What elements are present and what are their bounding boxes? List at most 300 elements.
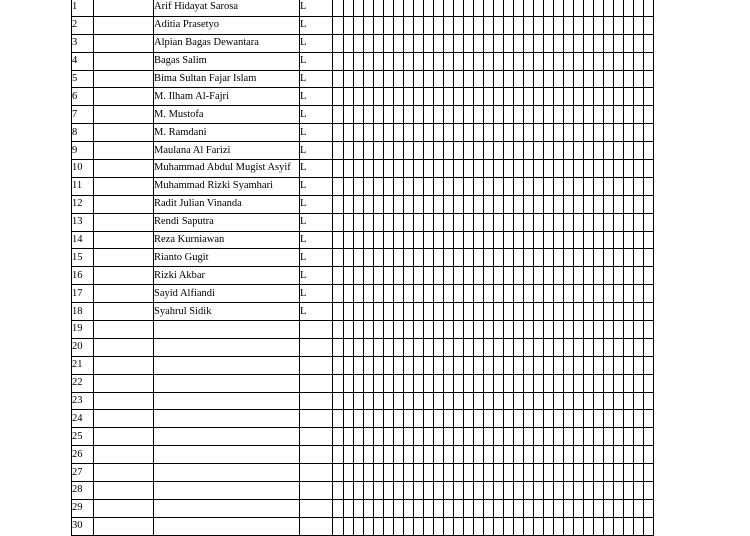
attendance-mark-cell — [344, 482, 354, 500]
attendance-mark-cell — [584, 52, 594, 70]
attendance-mark-cell — [604, 321, 614, 339]
attendance-mark-cell — [534, 482, 544, 500]
attendance-mark-cell — [504, 0, 514, 16]
attendance-mark-cell — [524, 464, 534, 482]
attendance-mark-cell — [344, 88, 354, 106]
attendance-mark-cell — [604, 124, 614, 142]
attendance-mark-cell — [524, 303, 534, 321]
attendance-mark-cell — [494, 160, 504, 178]
attendance-mark-cell — [374, 249, 384, 267]
attendance-mark-cell — [444, 160, 454, 178]
attendance-mark-cell — [494, 338, 504, 356]
attendance-mark-cell — [364, 231, 374, 249]
student-id-cell — [94, 231, 154, 249]
row-number-cell: 25 — [72, 428, 94, 446]
attendance-mark-cell — [634, 231, 644, 249]
attendance-mark-cell — [424, 213, 434, 231]
attendance-mark-cell — [384, 88, 394, 106]
attendance-mark-cell — [634, 195, 644, 213]
attendance-mark-cell — [384, 410, 394, 428]
attendance-mark-cell — [364, 88, 374, 106]
attendance-mark-cell — [544, 231, 554, 249]
attendance-mark-cell — [504, 321, 514, 339]
attendance-mark-cell — [424, 195, 434, 213]
attendance-mark-cell — [474, 70, 484, 88]
attendance-mark-cell — [384, 213, 394, 231]
student-name-cell — [154, 499, 300, 517]
attendance-mark-cell — [534, 338, 544, 356]
attendance-mark-cell — [584, 70, 594, 88]
attendance-mark-cell — [554, 106, 564, 124]
attendance-mark-cell — [434, 482, 444, 500]
attendance-mark-cell — [414, 446, 424, 464]
attendance-mark-cell — [494, 142, 504, 160]
attendance-mark-cell — [574, 482, 584, 500]
attendance-mark-cell — [554, 177, 564, 195]
attendance-mark-cell — [634, 482, 644, 500]
attendance-mark-cell — [364, 392, 374, 410]
attendance-mark-cell — [424, 517, 434, 535]
attendance-mark-cell — [434, 446, 444, 464]
student-id-cell — [94, 446, 154, 464]
attendance-mark-cell — [464, 0, 474, 16]
attendance-mark-cell — [574, 160, 584, 178]
attendance-mark-cell — [544, 267, 554, 285]
attendance-mark-cell — [364, 16, 374, 34]
student-name-cell: Bima Sultan Fajar Islam — [154, 70, 300, 88]
attendance-mark-cell — [424, 142, 434, 160]
attendance-mark-cell — [534, 303, 544, 321]
attendance-mark-cell — [514, 517, 524, 535]
attendance-mark-cell — [614, 52, 624, 70]
row-number-cell: 11 — [72, 177, 94, 195]
attendance-mark-cell — [424, 464, 434, 482]
attendance-mark-cell — [594, 16, 604, 34]
attendance-mark-cell — [434, 231, 444, 249]
attendance-mark-cell — [504, 410, 514, 428]
attendance-mark-cell — [524, 124, 534, 142]
attendance-mark-cell — [624, 303, 634, 321]
attendance-mark-cell — [544, 160, 554, 178]
attendance-mark-cell — [544, 285, 554, 303]
attendance-mark-cell — [354, 213, 364, 231]
attendance-mark-cell — [614, 464, 624, 482]
row-number-cell: 21 — [72, 356, 94, 374]
attendance-mark-cell — [624, 249, 634, 267]
attendance-mark-cell — [374, 177, 384, 195]
attendance-mark-cell — [414, 16, 424, 34]
attendance-mark-cell — [364, 428, 374, 446]
attendance-mark-cell — [564, 34, 574, 52]
attendance-mark-cell — [534, 52, 544, 70]
attendance-mark-cell — [394, 88, 404, 106]
attendance-mark-cell — [644, 106, 654, 124]
attendance-mark-cell — [333, 517, 344, 535]
attendance-mark-cell — [464, 34, 474, 52]
attendance-mark-cell — [424, 52, 434, 70]
attendance-mark-cell — [624, 517, 634, 535]
attendance-mark-cell — [404, 142, 414, 160]
attendance-mark-cell — [554, 231, 564, 249]
attendance-mark-cell — [644, 124, 654, 142]
attendance-mark-cell — [454, 517, 464, 535]
attendance-mark-cell — [484, 231, 494, 249]
attendance-mark-cell — [604, 0, 614, 16]
attendance-mark-cell — [554, 410, 564, 428]
attendance-mark-cell — [394, 517, 404, 535]
attendance-mark-cell — [584, 410, 594, 428]
attendance-mark-cell — [344, 142, 354, 160]
attendance-mark-cell — [614, 446, 624, 464]
attendance-mark-cell — [354, 303, 364, 321]
attendance-mark-cell — [584, 267, 594, 285]
attendance-mark-cell — [414, 392, 424, 410]
attendance-mark-cell — [594, 517, 604, 535]
attendance-mark-cell — [544, 88, 554, 106]
attendance-mark-cell — [524, 231, 534, 249]
attendance-mark-cell — [604, 34, 614, 52]
table-row — [72, 124, 654, 142]
attendance-mark-cell — [634, 0, 644, 16]
attendance-mark-cell — [594, 338, 604, 356]
attendance-mark-cell — [564, 124, 574, 142]
attendance-mark-cell — [374, 482, 384, 500]
attendance-mark-cell — [624, 195, 634, 213]
attendance-mark-cell — [644, 231, 654, 249]
attendance-mark-cell — [544, 124, 554, 142]
attendance-mark-cell — [634, 267, 644, 285]
attendance-mark-cell — [634, 142, 644, 160]
attendance-mark-cell — [354, 428, 364, 446]
attendance-mark-cell — [554, 482, 564, 500]
attendance-roster-table — [71, 0, 654, 536]
attendance-mark-cell — [474, 195, 484, 213]
attendance-mark-cell — [404, 267, 414, 285]
attendance-mark-cell — [514, 338, 524, 356]
attendance-mark-cell — [364, 52, 374, 70]
attendance-mark-cell — [544, 517, 554, 535]
attendance-mark-cell — [494, 410, 504, 428]
attendance-mark-cell — [524, 16, 534, 34]
attendance-mark-cell — [474, 303, 484, 321]
attendance-mark-cell — [404, 356, 414, 374]
attendance-mark-cell — [454, 70, 464, 88]
student-id-cell — [94, 106, 154, 124]
attendance-mark-cell — [344, 177, 354, 195]
row-number-cell: 28 — [72, 482, 94, 500]
attendance-mark-cell — [554, 285, 564, 303]
attendance-mark-cell — [464, 285, 474, 303]
attendance-mark-cell — [464, 106, 474, 124]
attendance-mark-cell — [504, 213, 514, 231]
attendance-mark-cell — [394, 213, 404, 231]
attendance-mark-cell — [414, 0, 424, 16]
attendance-mark-cell — [634, 34, 644, 52]
attendance-mark-cell — [544, 70, 554, 88]
attendance-mark-cell — [574, 142, 584, 160]
attendance-mark-cell — [634, 321, 644, 339]
attendance-mark-cell — [474, 16, 484, 34]
attendance-mark-cell — [424, 124, 434, 142]
attendance-mark-cell — [454, 374, 464, 392]
attendance-mark-cell — [333, 267, 344, 285]
attendance-mark-cell — [464, 517, 474, 535]
attendance-mark-cell — [454, 321, 464, 339]
attendance-mark-cell — [344, 195, 354, 213]
attendance-mark-cell — [434, 517, 444, 535]
gender-cell — [300, 374, 333, 392]
attendance-mark-cell — [344, 410, 354, 428]
attendance-mark-cell — [634, 70, 644, 88]
attendance-mark-cell — [454, 142, 464, 160]
row-number-cell: 29 — [72, 499, 94, 517]
attendance-mark-cell — [544, 34, 554, 52]
attendance-mark-cell — [634, 213, 644, 231]
attendance-mark-cell — [524, 338, 534, 356]
attendance-mark-cell — [644, 464, 654, 482]
attendance-mark-cell — [624, 142, 634, 160]
attendance-mark-cell — [454, 231, 464, 249]
attendance-mark-cell — [564, 464, 574, 482]
gender-cell — [300, 464, 333, 482]
attendance-mark-cell — [644, 285, 654, 303]
attendance-mark-cell — [394, 52, 404, 70]
attendance-mark-cell — [614, 124, 624, 142]
attendance-mark-cell — [354, 410, 364, 428]
attendance-mark-cell — [444, 428, 454, 446]
gender-cell: L — [300, 142, 333, 160]
attendance-mark-cell — [574, 177, 584, 195]
gender-cell: L — [300, 124, 333, 142]
attendance-mark-cell — [364, 0, 374, 16]
attendance-mark-cell — [614, 177, 624, 195]
attendance-mark-cell — [474, 482, 484, 500]
student-name-cell — [154, 338, 300, 356]
attendance-mark-cell — [594, 52, 604, 70]
attendance-mark-cell — [534, 446, 544, 464]
attendance-mark-cell — [444, 16, 454, 34]
attendance-mark-cell — [354, 482, 364, 500]
attendance-mark-cell — [374, 34, 384, 52]
attendance-mark-cell — [394, 34, 404, 52]
attendance-mark-cell — [354, 499, 364, 517]
attendance-mark-cell — [564, 517, 574, 535]
attendance-mark-cell — [474, 267, 484, 285]
attendance-mark-cell — [564, 410, 574, 428]
attendance-mark-cell — [624, 392, 634, 410]
attendance-mark-cell — [474, 124, 484, 142]
attendance-mark-cell — [444, 464, 454, 482]
attendance-mark-cell — [614, 213, 624, 231]
row-number-cell: 30 — [72, 517, 94, 535]
row-number-cell: 22 — [72, 374, 94, 392]
student-id-cell — [94, 464, 154, 482]
student-id-cell — [94, 177, 154, 195]
attendance-mark-cell — [454, 0, 464, 16]
attendance-mark-cell — [414, 428, 424, 446]
attendance-mark-cell — [374, 464, 384, 482]
attendance-mark-cell — [333, 213, 344, 231]
gender-cell: L — [300, 231, 333, 249]
attendance-mark-cell — [454, 285, 464, 303]
attendance-mark-cell — [594, 482, 604, 500]
student-name-cell — [154, 482, 300, 500]
attendance-mark-cell — [364, 213, 374, 231]
gender-cell — [300, 321, 333, 339]
attendance-mark-cell — [634, 499, 644, 517]
attendance-mark-cell — [354, 464, 364, 482]
attendance-mark-cell — [534, 124, 544, 142]
attendance-mark-cell — [464, 213, 474, 231]
attendance-mark-cell — [614, 285, 624, 303]
attendance-mark-cell — [374, 124, 384, 142]
gender-cell — [300, 338, 333, 356]
attendance-mark-cell — [444, 321, 454, 339]
attendance-mark-cell — [444, 392, 454, 410]
table-row — [72, 499, 654, 517]
attendance-mark-cell — [374, 16, 384, 34]
attendance-mark-cell — [464, 142, 474, 160]
attendance-mark-cell — [464, 321, 474, 339]
attendance-mark-cell — [634, 177, 644, 195]
attendance-mark-cell — [584, 88, 594, 106]
attendance-mark-cell — [594, 249, 604, 267]
student-name-cell: Radit Julian Vinanda — [154, 195, 300, 213]
gender-cell — [300, 356, 333, 374]
attendance-mark-cell — [584, 321, 594, 339]
table-row — [72, 106, 654, 124]
attendance-mark-cell — [534, 231, 544, 249]
student-name-cell — [154, 410, 300, 428]
attendance-mark-cell — [634, 303, 644, 321]
attendance-mark-cell — [394, 70, 404, 88]
attendance-mark-cell — [524, 70, 534, 88]
table-row — [72, 34, 654, 52]
attendance-mark-cell — [404, 52, 414, 70]
attendance-mark-cell — [494, 177, 504, 195]
attendance-mark-cell — [494, 428, 504, 446]
attendance-mark-cell — [444, 446, 454, 464]
attendance-mark-cell — [464, 482, 474, 500]
attendance-mark-cell — [584, 374, 594, 392]
attendance-mark-cell — [494, 231, 504, 249]
attendance-mark-cell — [594, 428, 604, 446]
attendance-mark-cell — [534, 142, 544, 160]
attendance-mark-cell — [474, 231, 484, 249]
attendance-mark-cell — [414, 213, 424, 231]
attendance-mark-cell — [434, 321, 444, 339]
attendance-mark-cell — [474, 410, 484, 428]
attendance-mark-cell — [504, 34, 514, 52]
attendance-mark-cell — [524, 499, 534, 517]
attendance-mark-cell — [594, 499, 604, 517]
attendance-mark-cell — [434, 34, 444, 52]
attendance-mark-cell — [414, 517, 424, 535]
attendance-mark-cell — [424, 0, 434, 16]
attendance-mark-cell — [374, 410, 384, 428]
attendance-mark-cell — [333, 446, 344, 464]
attendance-mark-cell — [374, 392, 384, 410]
student-name-cell — [154, 517, 300, 535]
attendance-mark-cell — [414, 106, 424, 124]
attendance-mark-cell — [644, 249, 654, 267]
attendance-mark-cell — [404, 392, 414, 410]
roster-body — [72, 0, 654, 535]
attendance-mark-cell — [454, 428, 464, 446]
attendance-mark-cell — [484, 321, 494, 339]
attendance-mark-cell — [544, 356, 554, 374]
attendance-mark-cell — [514, 374, 524, 392]
attendance-mark-cell — [574, 124, 584, 142]
attendance-mark-cell — [564, 321, 574, 339]
attendance-mark-cell — [594, 0, 604, 16]
attendance-mark-cell — [424, 106, 434, 124]
attendance-mark-cell — [534, 410, 544, 428]
attendance-mark-cell — [634, 124, 644, 142]
attendance-mark-cell — [384, 0, 394, 16]
attendance-mark-cell — [644, 392, 654, 410]
attendance-mark-cell — [554, 303, 564, 321]
attendance-mark-cell — [434, 464, 444, 482]
attendance-mark-cell — [484, 446, 494, 464]
attendance-mark-cell — [333, 410, 344, 428]
attendance-mark-cell — [404, 517, 414, 535]
attendance-mark-cell — [624, 0, 634, 16]
attendance-mark-cell — [404, 177, 414, 195]
attendance-mark-cell — [454, 499, 464, 517]
attendance-mark-cell — [364, 321, 374, 339]
attendance-mark-cell — [584, 124, 594, 142]
gender-cell: L — [300, 88, 333, 106]
attendance-mark-cell — [644, 52, 654, 70]
attendance-mark-cell — [574, 195, 584, 213]
attendance-mark-cell — [584, 106, 594, 124]
student-id-cell — [94, 195, 154, 213]
attendance-mark-cell — [474, 0, 484, 16]
attendance-mark-cell — [594, 88, 604, 106]
student-id-cell — [94, 410, 154, 428]
attendance-mark-cell — [494, 52, 504, 70]
attendance-mark-cell — [504, 106, 514, 124]
attendance-mark-cell — [534, 160, 544, 178]
attendance-mark-cell — [564, 446, 574, 464]
gender-cell — [300, 446, 333, 464]
attendance-mark-cell — [374, 0, 384, 16]
attendance-mark-cell — [594, 356, 604, 374]
attendance-mark-cell — [514, 142, 524, 160]
attendance-mark-cell — [644, 499, 654, 517]
attendance-mark-cell — [644, 195, 654, 213]
attendance-mark-cell — [554, 124, 564, 142]
gender-cell — [300, 410, 333, 428]
attendance-mark-cell — [474, 356, 484, 374]
attendance-mark-cell — [484, 195, 494, 213]
attendance-mark-cell — [514, 52, 524, 70]
attendance-mark-cell — [394, 106, 404, 124]
attendance-mark-cell — [374, 499, 384, 517]
attendance-mark-cell — [634, 106, 644, 124]
attendance-mark-cell — [404, 88, 414, 106]
attendance-mark-cell — [534, 249, 544, 267]
attendance-mark-cell — [414, 142, 424, 160]
attendance-mark-cell — [474, 464, 484, 482]
attendance-mark-cell — [454, 124, 464, 142]
attendance-mark-cell — [494, 464, 504, 482]
attendance-mark-cell — [454, 16, 464, 34]
attendance-mark-cell — [474, 88, 484, 106]
attendance-mark-cell — [594, 177, 604, 195]
attendance-mark-cell — [474, 392, 484, 410]
